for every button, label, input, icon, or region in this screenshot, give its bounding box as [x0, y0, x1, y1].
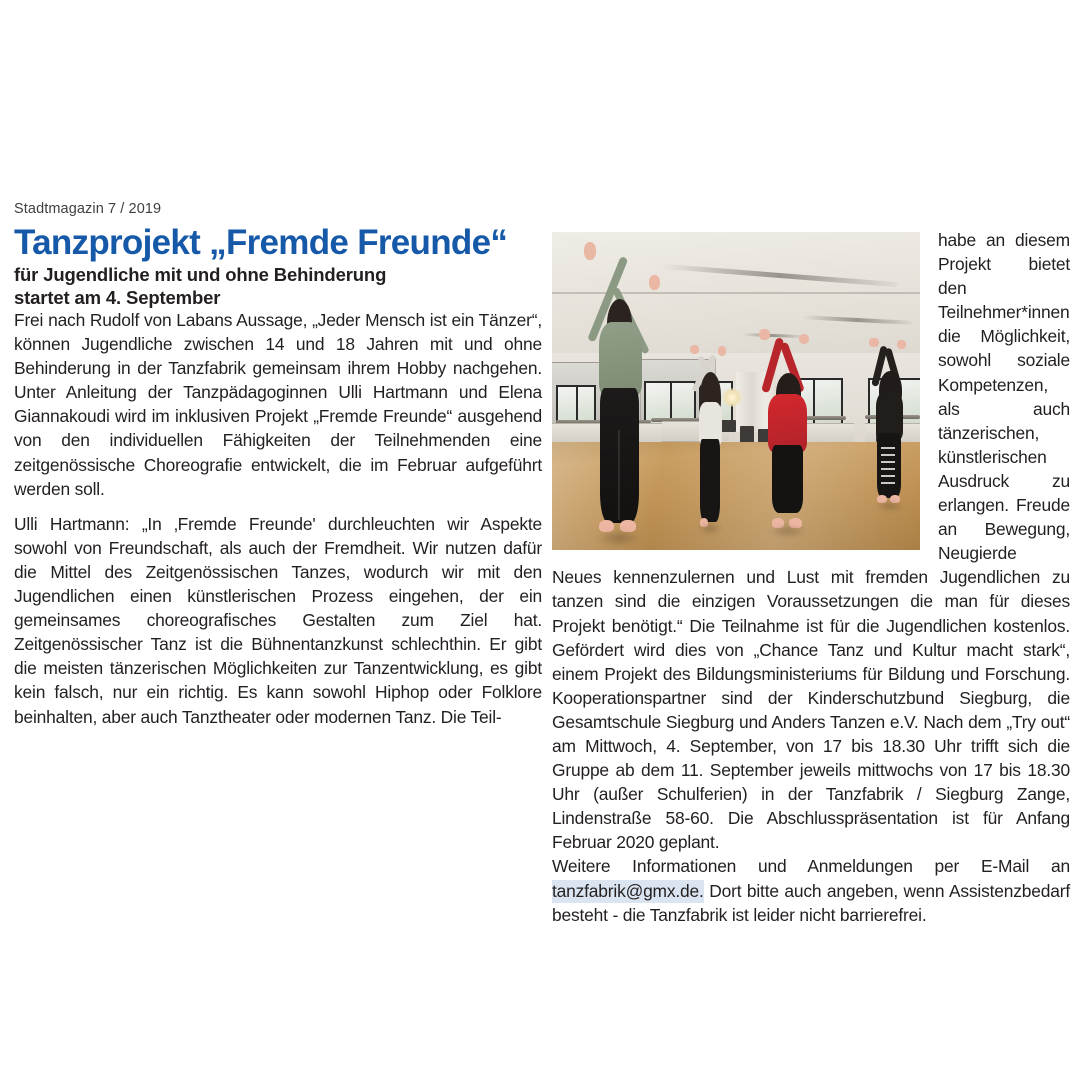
article-photo-figure [552, 232, 920, 550]
dancer4-leg-print [881, 447, 895, 485]
dancer2-hand-right [718, 346, 727, 355]
dancer1-torso [599, 322, 642, 397]
dancer3-floor-reflection [769, 524, 805, 538]
dancer1-floor-reflection [597, 529, 640, 547]
right-article-column [552, 228, 1070, 927]
dancer-right-black [865, 340, 917, 512]
paragraph-4-text-before-email: Weitere Informationen und Anmeldungen per E-Mail an [552, 856, 1070, 877]
dancer3-shorts [772, 445, 803, 513]
article-headline: Tanzprojekt „Fremde Freunde“ [14, 223, 508, 262]
left-article-column [14, 200, 542, 729]
dancer-mid-white [688, 346, 736, 530]
dancer-foreground-green [585, 245, 688, 544]
dancer1-leg-split [618, 430, 620, 520]
dancer1-hand-left [584, 242, 596, 260]
dancer2-floor-reflection [698, 522, 722, 535]
article-paragraph-1: Frei nach Rudolf von Labans Aussage, „Jeder Mensch ist ein Tänzer“, können Jugendliche zwischen 14 und 18 Jahren mit und ohne Behinderung in der Tanzfabrik gemeinsam ihrem Hobby nachgehen. Unter Anleitung der Tanzpädagoginnen Ulli Hartmann und Elena Giannakoudi wird im inklusiven Projekt „Fremde Freunde“ ausgehend von den individuellen Fähigkeiten der Teilnehmenden eine zeitgenössische Choreografie entwickelt, die im Februar aufgeführt werden soll. [14, 310, 542, 499]
dancer4-hand-left [869, 338, 878, 347]
dancer1-hand-right [649, 275, 660, 290]
dancer2-trousers [700, 439, 720, 522]
dancer3-hand-left [759, 329, 770, 339]
dancer4-floor-reflection [875, 500, 904, 512]
dancer3-hand-right [799, 334, 809, 344]
paragraph-4-text-after-email: Dort bitte auch angeben, wenn Assistenzbedarf besteht - die Tanzfabrik ist leider nicht barrierefrei. [552, 880, 1070, 925]
dancer-red-top [758, 327, 821, 534]
article-paragraph-3: habe an diesem Projekt bietet den Teilnehmer*innen die Möglichkeit, sowohl soziale Kompetenzen, als auch tänzerischen, künstlerischen Ausdruck zu erlangen. Freude an Bewegung, Neugierde Neues kennenzulernen und Lust mit fremden Jugendlichen zu tanzen sind die einzigen Voraussetzungen die man für dieses Projekt benötigt.“ Die Teilnahme ist für die Jugendlichen kostenlos. Gefördert wird dies von „Chance Tanz und Kultur macht stark“, einem Projekt des Bildungsministeriums für Bildung und Forschung. Kooperationspartner sind der Kinderschutzbund Siegburg, die Gesamtschule Siegburg und Anders Tanzen e.V. Nach dem „Try out“ am Mittwoch, 4. September, von 17 bis 18.30 Uhr trifft sich die Gruppe ab dem 11. September jeweils mittwochs von 17 bis 18.30 Uhr (außer Schulferien) in der Tanzfabrik / Siegburg Zange, Lindenstraße 58-60. Die Abschlusspräsentation ist für Anfang Februar 2020 geplant. [552, 230, 1070, 853]
article-subhead-line-1: für Jugendliche mit und ohne Behinderung [14, 264, 387, 285]
email-link[interactable]: tanzfabrik@gmx.de. [552, 880, 704, 901]
article-subhead-line-2: startet am 4. September [14, 286, 221, 308]
dancer4-hand-right [897, 340, 906, 349]
article-paragraph-2: Ulli Hartmann: „In ‚Fremde Freunde' durchleuchten wir Aspekte sowohl von Freundschaft, als auch der Fremdheit. Wir nutzen dafür die Mittel des Zeitgenössischen Tanzes, wodurch wir mit den Jugendlichen einen künstlerischen Prozess eingehen, der ein gemeinsames choreografisches Gestalten zum Ziel hat. Zeitgenössischer Tanz ist die Bühnentanzkunst schlechthin. Er gibt die meisten tänzerischen Möglichkeiten zur Tanzentwicklung, es gibt kein falsch, nur ein richtig. Es kann sowohl Hiphop oder Folklore beinhalten, aber auch Tanztheater oder modernen Tanz. Die Teil- [14, 513, 542, 727]
article-paragraph-4 [552, 854, 1070, 926]
dance-studio-photo [552, 232, 920, 550]
dancer2-hand-left [690, 345, 699, 354]
publication-kicker: Stadtmagazin 7 / 2019 [14, 201, 162, 217]
